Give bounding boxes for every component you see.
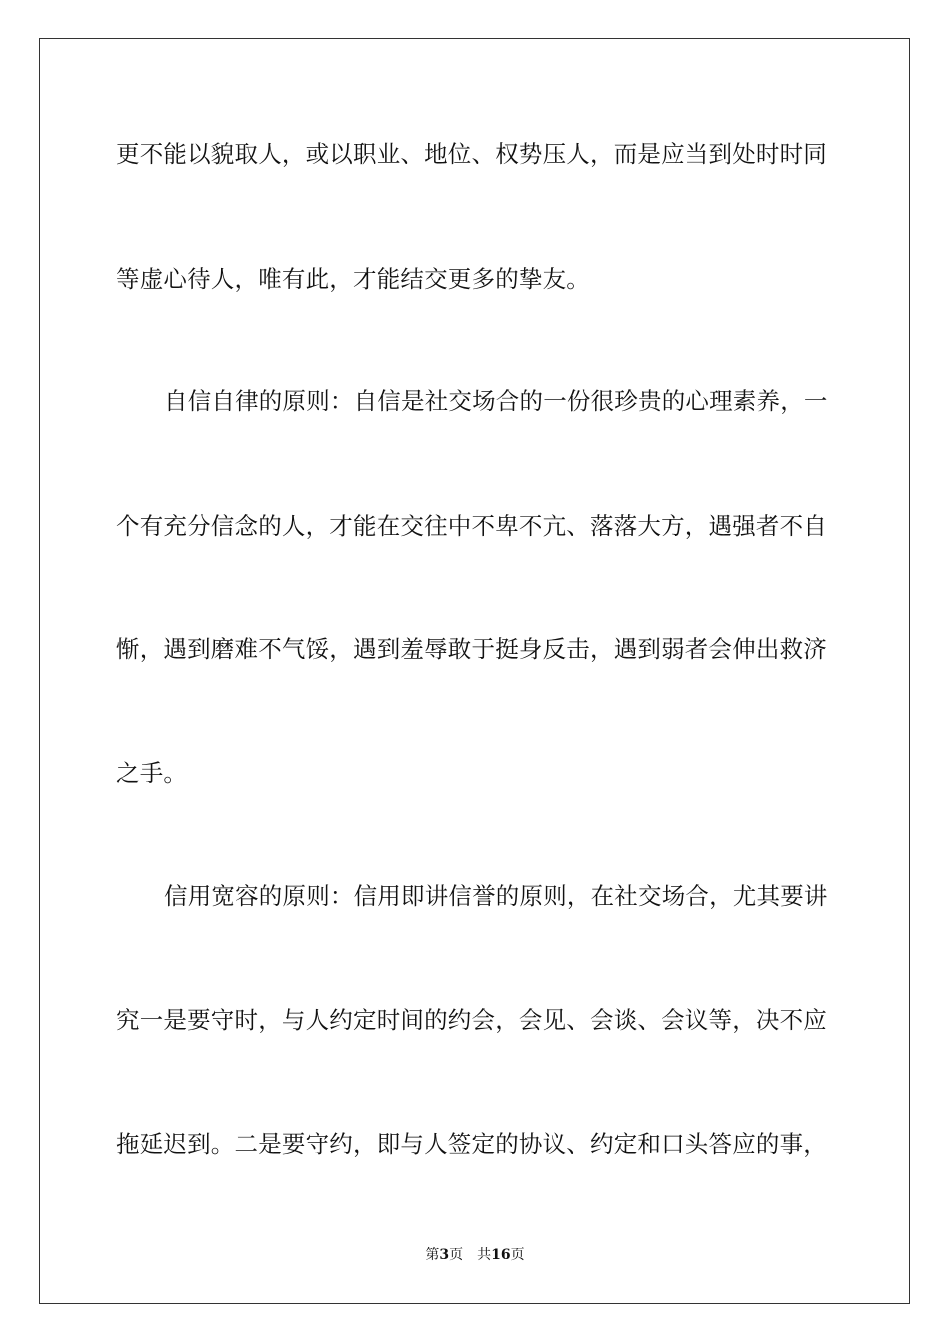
text-line-8: 究一是要守时，与人约定时间的约会，会见、会谈、会议等，决不应	[116, 1006, 827, 1034]
text-line-3: 自信自律的原则：自信是社交场合的一份很珍贵的心理素养，一	[164, 387, 828, 415]
page-border	[39, 38, 910, 1304]
total-prefix: 共	[477, 1247, 492, 1263]
text-line-5: 惭，遇到磨难不气馁，遇到羞辱敢于挺身反击，遇到弱者会伸出救济	[116, 635, 827, 663]
text-line-6: 之手。	[116, 759, 188, 787]
total-suffix: 页	[510, 1247, 525, 1263]
text-line-4: 个有充分信念的人，才能在交往中不卑不亢、落落大方，遇强者不自	[116, 512, 827, 540]
page-prefix: 第	[425, 1247, 440, 1263]
text-line-7: 信用宽容的原则：信用即讲信誉的原则，在社交场合，尤其要讲	[164, 882, 828, 910]
total-pages: 16	[491, 1247, 511, 1263]
text-line-2: 等虚心待人，唯有此，才能结交更多的挚友。	[116, 265, 590, 293]
text-line-1: 更不能以貌取人，或以职业、地位、权势压人，而是应当到处时时同	[116, 140, 827, 168]
page-suffix: 页	[449, 1247, 464, 1263]
page-footer	[0, 1245, 950, 1265]
page-number: 3	[439, 1247, 450, 1263]
text-line-9: 拖延迟到。二是要守约，即与人签定的协议、约定和口头答应的事，	[116, 1130, 827, 1158]
